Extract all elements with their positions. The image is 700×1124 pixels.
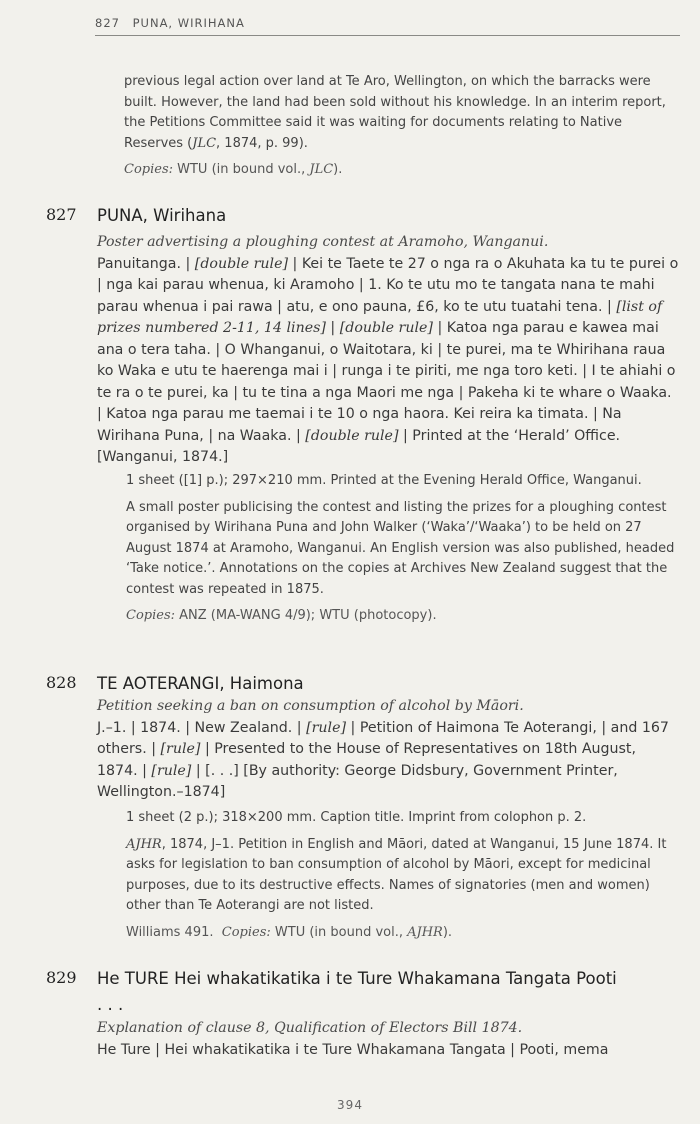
physical-description: 1 sheet (2 p.); 318×200 mm. Caption title. Imprint from colophon p. 2. xyxy=(126,810,587,825)
entry-transcription: Explanation of clause 8, Qualification of Electors Bill 1874. He Ture | Hei whakatikatika i te Ture Whakamana Tangata | Pooti, mema xyxy=(97,1018,680,1061)
entry-title: TE AOTERANGI, Haimona xyxy=(97,674,304,693)
entry-transcription: Poster advertising a ploughing contest at Aramoho, Wanganui. Panuitanga. | [double rule] | Kei te Taete te 27 o nga ra o Akuhata ka tu te purei o | nga kai parau whenua, ki Aramoho | 1. Ko te utu mo te tangata nana te mahi parau whenua i pai rawa | atu, e ono pauna, £6, ko te utu tuatahi tena. | [list of prizes numbered 2-11, 14 lines] | [double rule] | Katoa nga parau e kawea mai ana o tera taha. | O Whanganui, o Waitotara, ki | te purei, ma te Whirihana raua ko Waka e utu te haerenga mai i | runga i te piriti, me nga toro keti. | I te ahiahi o te ra o te purei, ka | tu te tina a nga Maori me nga | Pakeha ki te whare o Waaka. | Katoa nga parau me taemai i te 10 o nga haora. Kei reira ka timata. | Na Wirihana Puna, | na Waaka. | [double rule] | Printed at the ‘Herald’ Office. [Wanganui, 1874.] xyxy=(97,234,679,465)
entry-number: 829 xyxy=(46,968,77,987)
entry-notes xyxy=(126,471,682,632)
physical-description: 1 sheet ([1] p.); 297×210 mm. Printed at the Evening Herald Office, Wanganui. xyxy=(126,473,642,488)
entry-copies: Copies: ANZ (MA-WANG 4/9); WTU (photocopy). xyxy=(126,608,437,623)
entry-description: A small poster publicising the contest and listing the prizes for a ploughing contest organised by Wirihana Puna and John Walker (‘Waka’/‘Waaka’) to be held on 27 August 1874 at Aramoho, Wanganui. An English version was also published, headed ‘Take notice.’. Annotations on the copies at Archives New Zealand suggest that the contest was repeated in 1875. xyxy=(126,499,675,597)
title-ellipsis: . . . xyxy=(97,995,124,1014)
entry-subtitle: Petition seeking a ban on consumption of alcohol by Māori. xyxy=(97,698,524,714)
entry-subtitle: Explanation of clause 8, Qualification of Electors Bill 1874. xyxy=(97,1020,523,1036)
entry-description: AJHR, 1874, J–1. Petition in English and Māori, dated at Wanganui, 15 June 1874. It asks for legislation to ban consumption of alcohol by Māori, except for medicinal purposes, due to its destructive effects. Names of signatories (men and women) other than Te Aoterangi are not listed. xyxy=(126,836,667,913)
continuation-copies: Copies: WTU (in bound vol., JLC). xyxy=(124,162,343,177)
continuation-paragraph: previous legal action over land at Te Aro, Wellington, on which the barracks were built. However, the land had been sold without his knowledge. In an interim report, the Petitions Committee said it was waiting for documents relating to Native Reserves (JLC, 1874, p. 99). xyxy=(124,74,666,151)
entry-transcription: Petition seeking a ban on consumption of alcohol by Māori. J.–1. | 1874. | New Zealand. | [rule] | Petition of Haimona Te Aoterangi, | and 167 others. | [rule] | Presented to the House of Representatives on 18th August, 1874. | [rule] | [. . .] [By authority: George Didsbury, Government Printer, Wellington.–1874] xyxy=(97,696,680,804)
header-running-title: PUNA, WIRIHANA xyxy=(132,16,245,30)
header-entry-number: 827 xyxy=(95,16,120,30)
entry-copies: Williams 491. Copies: WTU (in bound vol., AJHR). xyxy=(126,924,453,940)
running-header xyxy=(95,16,680,36)
continuation-block xyxy=(124,72,684,180)
entry-subtitle: Poster advertising a ploughing contest at Aramoho, Wanganui. xyxy=(97,234,549,250)
entry-title: He TURE Hei whakatikatika i te Ture Whakamana Tangata Pooti . . . xyxy=(97,968,680,1016)
entry-number: 827 xyxy=(46,205,77,224)
page-number: 394 xyxy=(337,1098,363,1112)
entry-title: PUNA, Wirihana xyxy=(97,206,227,225)
entry-notes xyxy=(126,808,682,949)
entry-number: 828 xyxy=(46,673,77,692)
